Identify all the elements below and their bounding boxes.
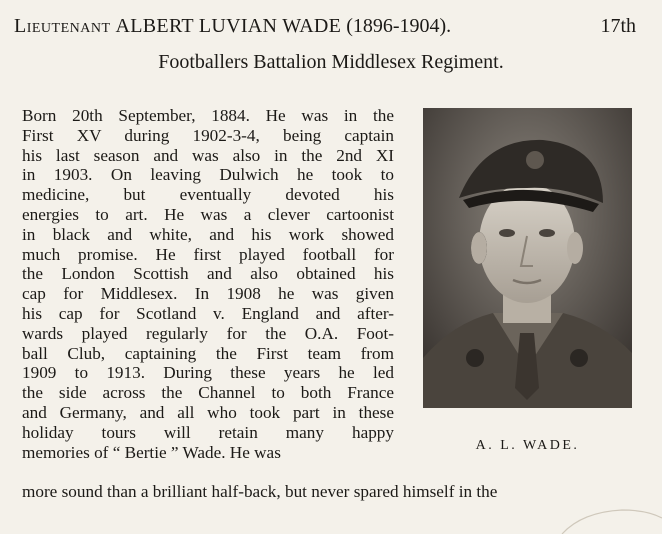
text-line: First XV during 1902-3-4, being captain (22, 125, 394, 145)
text-line: holiday tours will retain many happy (22, 422, 394, 442)
heading-unit-number: 17th (600, 15, 636, 37)
text-line: and Germany, and all who took part in these (22, 402, 394, 422)
text-line: energies to art. He was a clever cartoonist (22, 204, 394, 224)
text-line: his cap for Scotland v. England and after- (22, 303, 394, 323)
heading-name: ALBERT LUVIAN WADE (115, 15, 342, 37)
text-line: his last season and was also in the 2nd XI (22, 145, 394, 165)
text-line: much promise. He first played football for (22, 244, 394, 264)
text-line-full-width: more sound than a brilliant half-back, but never spared himself in the (22, 482, 498, 501)
text-line: memories of “ Bertie ” Wade. He was (22, 442, 281, 462)
biography-text (22, 106, 394, 462)
text-line: medicine, but eventually devoted his (22, 185, 394, 205)
text-line: cap for Middlesex. In 1908 he was given (22, 284, 394, 304)
portrait-image (423, 108, 632, 408)
photo-caption: A. L. WADE. (475, 438, 580, 453)
portrait-photo (423, 108, 632, 408)
plate-edge-mark (542, 504, 662, 534)
text-line: ball Club, captaining the First team from (22, 343, 394, 363)
heading-rank: Lieutenant (14, 15, 111, 37)
heading-years: (1896-1904). (346, 15, 452, 37)
text-line: wards played regularly for the O.A. Foot- (22, 323, 394, 343)
text-line: 1909 to 1913. During these years he led (22, 363, 394, 383)
text-line: in black and white, and his work showed (22, 224, 394, 244)
page-heading (14, 12, 654, 40)
text-line: the London Scottish and also obtained his (22, 264, 394, 284)
page-subtitle: Footballers Battalion Middlesex Regiment. (158, 51, 504, 73)
text-line: Born 20th September, 1884. He was in the (22, 106, 394, 125)
text-line: in 1903. On leaving Dulwich he took to (22, 165, 394, 185)
text-line: the side across the Channel to both France (22, 383, 394, 403)
